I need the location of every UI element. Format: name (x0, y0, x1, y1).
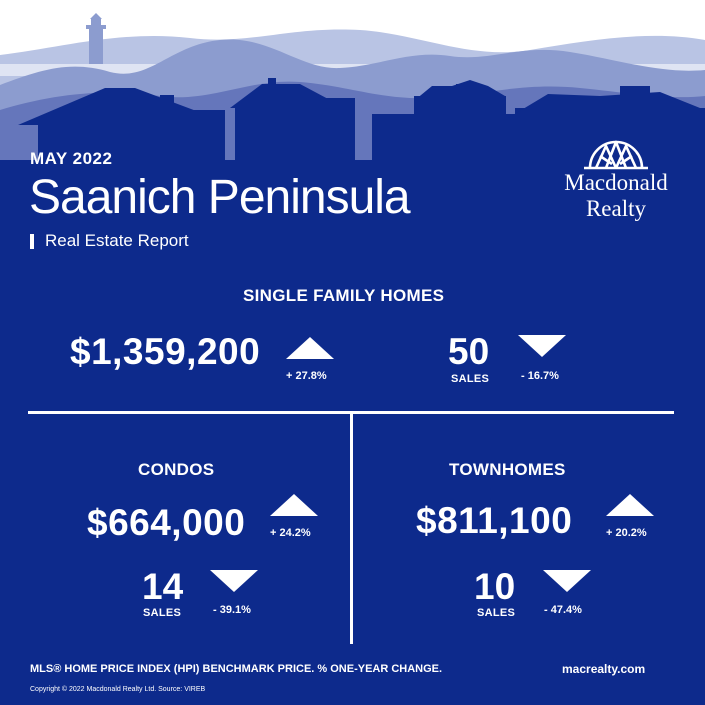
sales-down-arrow-icon (543, 570, 591, 592)
report-date: MAY 2022 (30, 149, 113, 168)
townhomes-sales-count: 10 (474, 566, 516, 607)
subtitle-row (30, 231, 189, 251)
sun-rays-logo-icon (582, 128, 650, 170)
condos-price: $664,000 (87, 502, 246, 543)
copyright-notice: Copyright © 2022 Macdonald Realty Ltd. Source: VIREB (30, 686, 206, 693)
condos-title: CONDOS (138, 460, 215, 479)
price-up-arrow-icon (270, 494, 318, 516)
condos-sales-label: SALES (143, 607, 182, 619)
townhomes-price: $811,100 (416, 500, 573, 541)
sales-down-arrow-icon (518, 335, 566, 357)
single-family-price: $1,359,200 (70, 331, 261, 372)
sales-down-arrow-icon (210, 570, 258, 592)
single-family-sales-count: 50 (448, 331, 490, 372)
footer-note: MLS® HOME PRICE INDEX (HPI) BENCHMARK PRICE. % ONE-YEAR CHANGE. (30, 663, 443, 675)
condos-price-change: + 24.2% (270, 527, 311, 539)
price-up-arrow-icon (286, 337, 334, 359)
townhomes-price-change: + 20.2% (606, 527, 647, 539)
price-up-arrow-icon (606, 494, 654, 516)
townhomes-sales-change: - 47.4% (544, 604, 582, 616)
condos-sales-count: 14 (142, 566, 184, 607)
single-family-title: SINGLE FAMILY HOMES (243, 286, 445, 305)
vertical-divider (350, 414, 353, 644)
brand-name: Macdonald (564, 170, 668, 195)
single-family-sales-label: SALES (451, 373, 490, 385)
brand-logo (552, 128, 680, 228)
condos-sales-change: - 39.1% (213, 604, 251, 616)
townhomes-sales-label: SALES (477, 607, 516, 619)
page-title: Saanich Peninsula (29, 171, 410, 224)
brand-name-second-line: Realty (585, 196, 647, 221)
townhomes-title: TOWNHOMES (449, 460, 566, 479)
single-family-price-change: + 27.8% (286, 370, 327, 382)
single-family-sales-change: - 16.7% (521, 370, 559, 382)
subtitle-accent-bar (30, 234, 34, 249)
website-link[interactable]: macrealty.com (562, 662, 646, 676)
page-subtitle: Real Estate Report (45, 231, 189, 250)
